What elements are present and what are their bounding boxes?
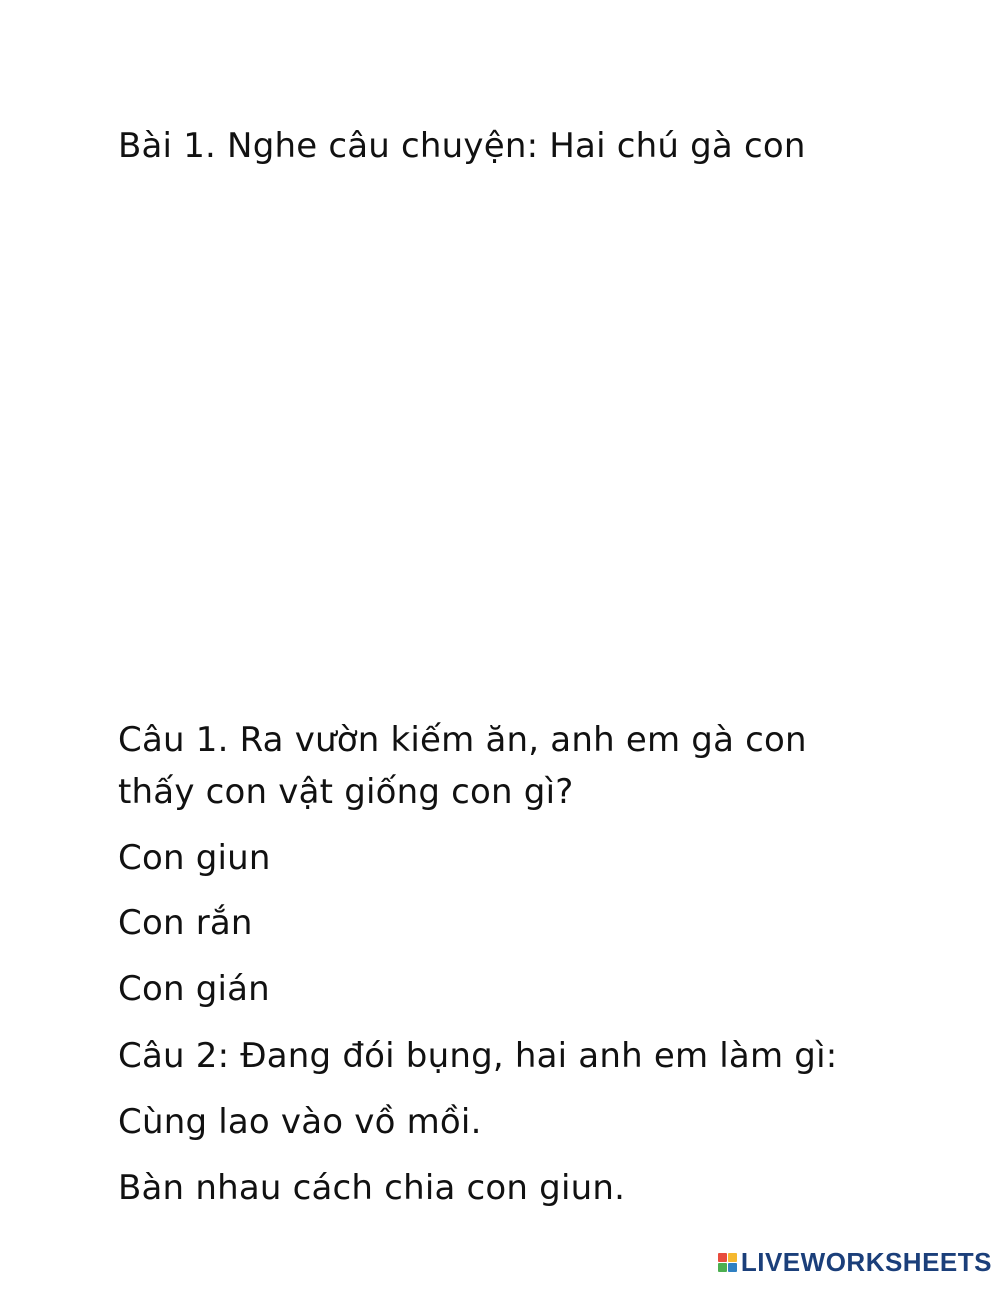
question-1-option-2[interactable]: Con rắn — [118, 903, 253, 943]
question-1-text: Câu 1. Ra vườn kiếm ăn, anh em gà con thấy con vật giống con gì? — [118, 720, 807, 812]
question-2-text: Câu 2: Đang đói bụng, hai anh em làm gì: — [118, 1036, 838, 1076]
liveworksheets-branding — [718, 1249, 992, 1275]
logo-square-blue — [728, 1263, 737, 1272]
question-2-option-1[interactable]: Cùng lao vào vồ mồi. — [118, 1102, 482, 1142]
question-1-option-3[interactable]: Con gián — [118, 969, 270, 1009]
worksheet-title: Bài 1. Nghe câu chuyện: Hai chú gà con — [118, 126, 806, 166]
liveworksheets-wordmark: LIVEWORKSHEETS — [740, 1247, 992, 1277]
question-2-option-2[interactable]: Bàn nhau cách chia con giun. — [118, 1168, 626, 1208]
logo-square-yellow — [728, 1253, 737, 1262]
logo-square-green — [718, 1263, 727, 1272]
liveworksheets-logo-icon — [718, 1253, 737, 1272]
question-1-option-1[interactable]: Con giun — [118, 838, 271, 878]
logo-square-red — [718, 1253, 727, 1262]
